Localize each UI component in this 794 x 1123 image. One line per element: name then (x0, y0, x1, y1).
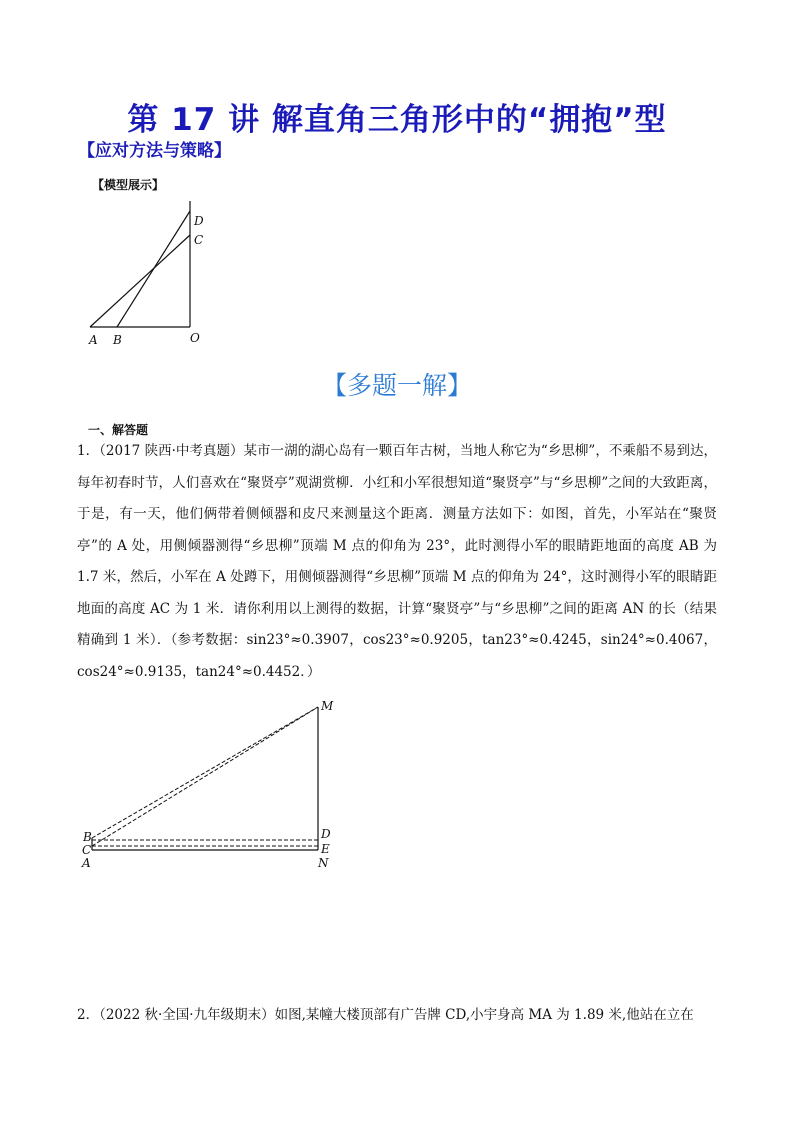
label-d: D (194, 214, 204, 228)
label-m: M (321, 699, 334, 713)
banner-heading: 【多题一解】 (321, 371, 472, 400)
section-heading: 一、解答题 (88, 423, 149, 437)
label-c: C (82, 843, 92, 857)
question-1-text: 1．（2017 陕西·中考真题）某市一湖的湖心岛有一颗百年古树，当地人称它为“乡思柳”，不乘船不易到达，每年初春时节，人们喜欢在“聚贤亭”观湖赏柳．小红和小军很想知道“聚贤亭”与“乡思柳”之间的大致距离，于是，有一天，他们俩带着侧倾器和皮尺来测量这个距离．测量方法如下：如图，首先，小军站在“聚贤亭”的 A 处，用侧倾器测得“乡思柳”顶端 M 点的仰角为 23°，此时测得小军的眼睛距地面的高度 AB 为 1.7 米，然后，小军在 A 处蹲下，用侧倾器测得“乡思柳”顶端 M 点的仰角为 24°，这时测得小军的眼睛距地面的高度 AC 为 1 米．请你利用以上测得的数据，计算“聚贤亭”与“乡思柳”之间的距离 AN 的长（结果精确到 1 米）．（参考数据：sin23°≈0.3907，cos23°≈0.9205，tan23°≈0.4245，sin24°≈0.4067，cos24°≈0.9135，tan24°≈0.4452．） (77, 443, 717, 680)
line-bd (117, 211, 190, 327)
question-1-figure (80, 695, 350, 875)
label-b: B (83, 830, 92, 844)
label-a: A (89, 333, 98, 347)
strategy-heading: 【应对方法与策略】 (78, 141, 231, 161)
label-c: C (194, 233, 204, 247)
label-b: B (113, 333, 122, 347)
model-label: 【模型展示】 (92, 178, 165, 192)
sight-cm (92, 707, 318, 846)
page-title: 第 17 讲 解直角三角形中的“拥抱”型 (127, 102, 667, 138)
label-e: E (321, 842, 330, 856)
question-2-text: 2．（2022 秋·全国·九年级期末）如图,某幢大楼顶部有广告牌 CD,小宇身高 MA 为 1.89 米,他站在立在 (77, 1007, 694, 1023)
label-d: D (321, 827, 331, 841)
model-diagram (80, 195, 220, 350)
sight-bm (92, 707, 318, 838)
label-o: O (190, 331, 200, 345)
label-n: N (318, 856, 329, 870)
line-ac (90, 235, 190, 327)
label-a: A (82, 856, 91, 870)
